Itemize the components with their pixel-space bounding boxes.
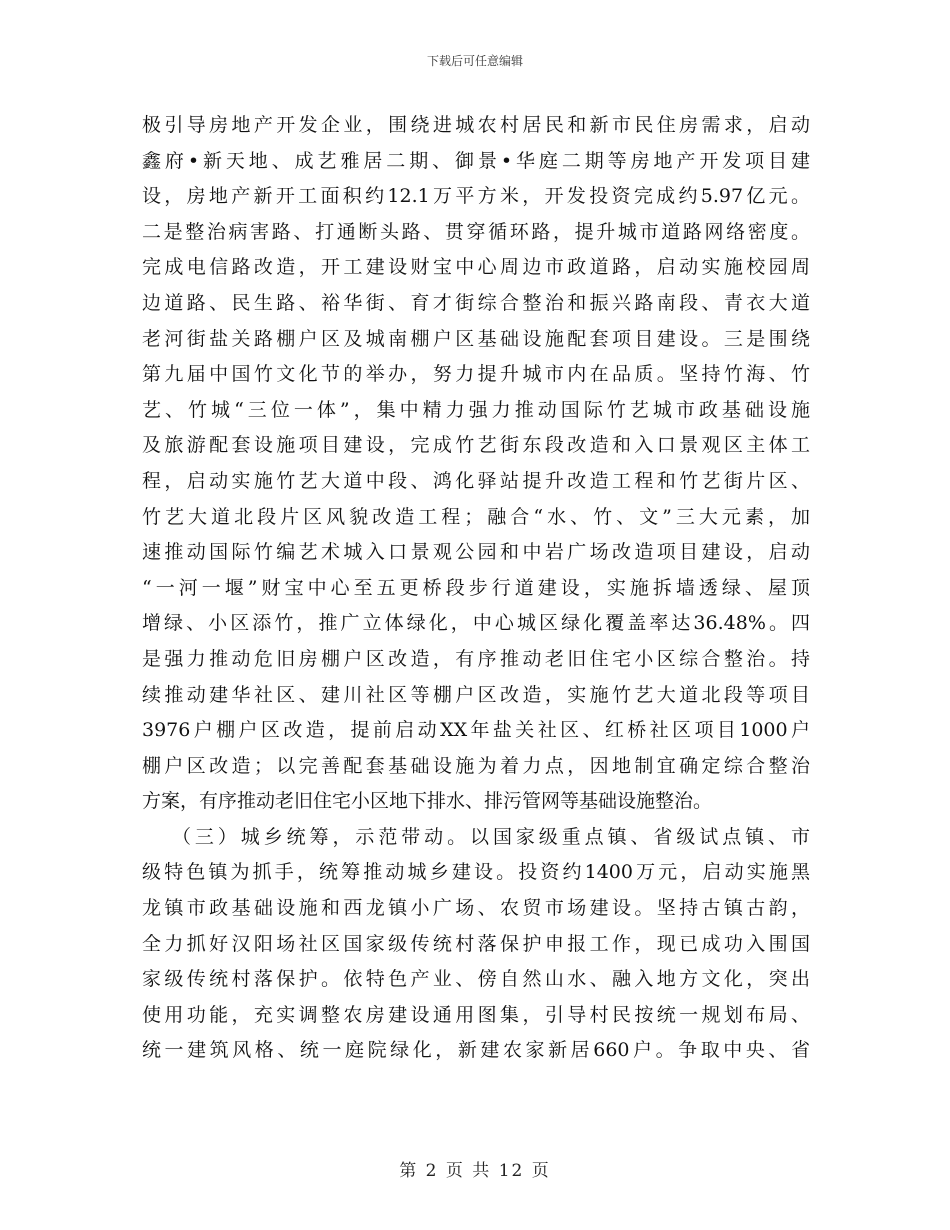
body-line: 使用功能，充实调整农房建设通用图集，引导村民按统一规划布局、 [142,1003,810,1026]
document-body [142,108,810,1069]
body-line: 增绿、小区添竹，推广立体绿化，中心城区绿化覆盖率达36.48%。四 [142,612,810,635]
body-line: 是强力推动危旧房棚户区改造，有序推动老旧住宅小区综合整治。持 [142,647,810,670]
body-line: 鑫府•新天地、成艺雅居二期、御景•华庭二期等房地产开发项目建 [142,149,810,172]
body-line: 龙镇市政基础设施和西龙镇小广场、农贸市场建设。坚持古镇古韵， [142,897,810,920]
body-line: 及旅游配套设施项目建设，完成竹艺街东段改造和入口景观区主体工 [142,434,810,457]
body-line: 家级传统村落保护。依特色产业、傍自然山水、融入地方文化，突出 [142,968,810,991]
page-number: 第 2 页 共 12 页 [399,1161,551,1181]
body-line: 级特色镇为抓手，统筹推动城乡建设。投资约1400万元，启动实施黑 [142,861,810,884]
page-header: 下载后可任意编辑 [426,54,523,68]
section-heading-line: （三）城乡统筹，示范带动。以国家级重点镇、省级试点镇、市 [172,825,810,848]
body-line: 速推动国际竹编艺术城入口景观公园和中岩广场改造项目建设，启动 [142,541,810,564]
body-line: 第九届中国竹文化节的举办，努力提升城市内在品质。坚持竹海、竹 [142,363,810,386]
body-line: 完成电信路改造，开工建设财宝中心周边市政道路，启动实施校园周 [142,256,810,279]
body-line: 老河街盐关路棚户区及城南棚户区基础设施配套项目建设。三是围绕 [142,327,810,350]
body-line: 设，房地产新开工面积约12.1万平方米，开发投资完成约5.97亿元。 [142,185,810,208]
body-line: 程，启动实施竹艺大道中段、鸿化驿站提升改造工程和竹艺街片区、 [142,469,810,492]
body-line: 边道路、民生路、裕华街、育才街综合整治和振兴路南段、青衣大道 [142,291,810,314]
body-line: 续推动建华社区、建川社区等棚户区改造，实施竹艺大道北段等项目 [142,683,810,706]
body-line: 棚户区改造；以完善配套基础设施为着力点，因地制宜确定综合整治 [142,754,810,777]
body-line: 艺、竹城“三位一体”，集中精力强力推动国际竹艺城市政基础设施 [142,398,810,421]
body-line: 3976户棚户区改造，提前启动XX年盐关社区、红桥社区项目1000户 [142,719,810,742]
body-line: “一河一堰”财宝中心至五更桥段步行道建设，实施拆墙透绿、屋顶 [142,576,810,599]
body-line: 统一建筑风格、统一庭院绿化，新建农家新居660户。争取中央、省 [142,1039,810,1062]
body-line: 全力抓好汉阳场社区国家级传统村落保护申报工作，现已成功入围国 [142,932,810,955]
body-line: 方案，有序推动老旧住宅小区地下排水、排污管网等基础设施整治。 [142,790,713,813]
body-line: 竹艺大道北段片区风貌改造工程；融合“水、竹、文”三大元素，加 [142,505,810,528]
body-line: 极引导房地产开发企业，围绕进城农村居民和新市民住房需求，启动 [142,114,810,136]
body-line: 二是整治病害路、打通断头路、贯穿循环路，提升城市道路网络密度。 [142,220,810,243]
